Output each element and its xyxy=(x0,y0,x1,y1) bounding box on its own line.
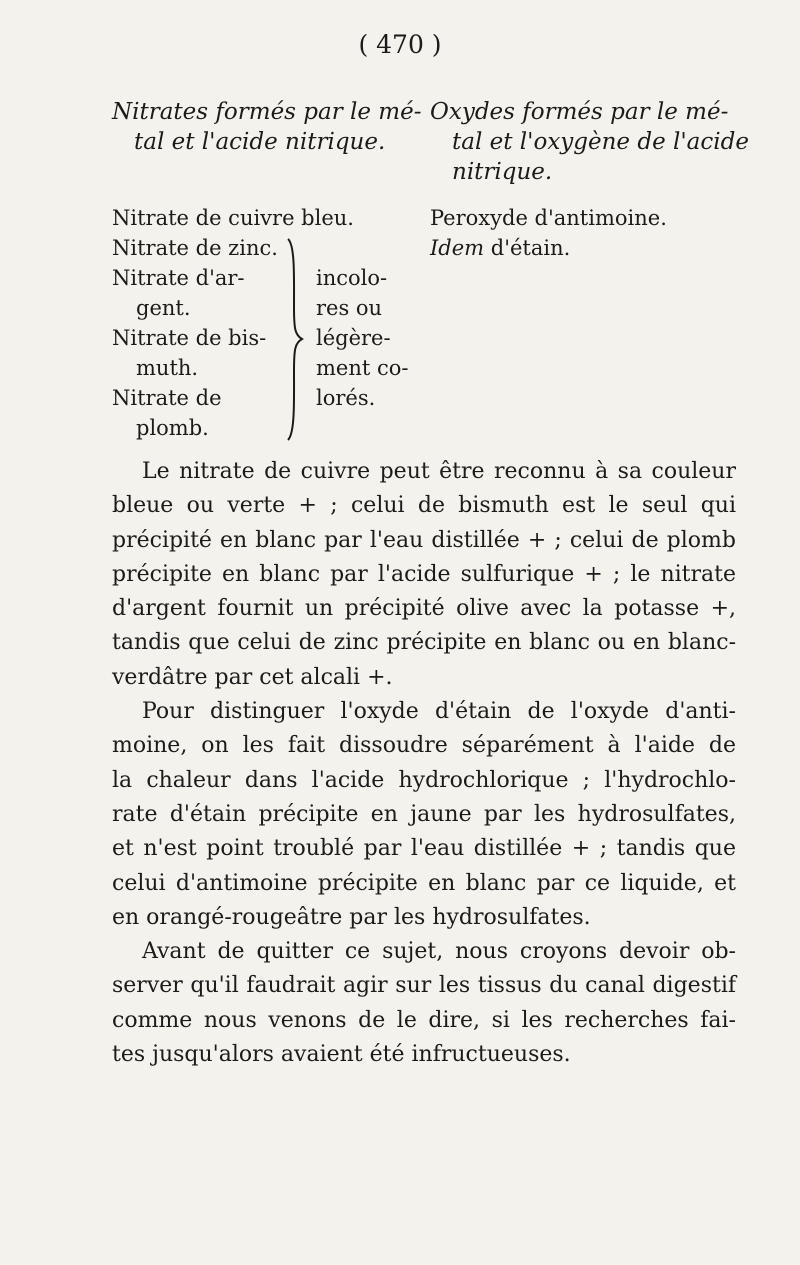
text-line: rate d'étain précipite en jaune par les hydrosulfates, xyxy=(112,801,736,827)
list-item xyxy=(430,233,667,263)
list-item: Peroxyde d'antimoine. xyxy=(430,206,667,230)
list-item: Nitrate d'ar- xyxy=(112,266,245,290)
text-line: Avant de quitter ce sujet, nous croyons devoir ob- xyxy=(142,939,736,965)
oxide-list xyxy=(430,203,667,263)
text-line: Le nitrate de cuivre peut être reconnu à sa couleur xyxy=(142,459,736,484)
text-line: server qu'il faudrait agir sur les tissus du canal digestif xyxy=(112,973,736,999)
text-line: précipite en blanc par l'acide sulfurique + ; le nitrate xyxy=(112,561,736,587)
text-line: celui d'antimoine précipite en blanc par ce liquide, et xyxy=(112,870,736,896)
right-column-heading xyxy=(430,97,749,187)
text-line: tes jusqu'alors avaient été infructueuses. xyxy=(112,1042,571,1068)
text-line: précipité en blanc par l'eau distillée + ; celui de plomb xyxy=(112,527,736,553)
list-item: Nitrate de xyxy=(112,386,222,410)
note-line: légère- xyxy=(316,326,391,350)
left-column-heading xyxy=(112,97,422,157)
text-line: la chaleur dans l'acide hydrochlorique ; l'hydrochlo- xyxy=(112,767,736,793)
list-item: gent. xyxy=(136,296,191,320)
idem-word: Idem xyxy=(430,236,485,260)
text-line: comme nous venons de le dire, si les recherches fai- xyxy=(112,1007,736,1033)
page-number: ( 470 ) xyxy=(358,30,442,59)
curly-brace-icon xyxy=(282,237,304,442)
text-line: d'argent fournit un précipité olive avec la potasse +, xyxy=(112,596,736,622)
heading-line: Nitrates formés par le mé- xyxy=(112,99,422,125)
list-item: Nitrate de cuivre bleu. xyxy=(112,206,354,230)
note-line: res ou xyxy=(316,296,383,320)
text-line: tandis que celui de zinc précipite en blanc ou en blanc- xyxy=(112,630,736,656)
note-line: incolo- xyxy=(316,266,388,290)
body-text xyxy=(112,455,736,1072)
brace-note xyxy=(316,263,408,413)
text-line: bleue ou verte + ; celui de bismuth est le seul qui xyxy=(112,493,736,519)
text-line: et n'est point troublé par l'eau distillée + ; tandis que xyxy=(112,836,736,862)
heading-line: tal et l'acide nitrique. xyxy=(134,129,386,155)
text-line: Pour distinguer l'oxyde d'étain de l'oxyde d'anti- xyxy=(142,699,736,725)
heading-line: nitrique. xyxy=(452,159,553,185)
note-line: ment co- xyxy=(316,356,409,380)
text-line: en orangé-rougeâtre par les hydrosulfates. xyxy=(112,904,591,930)
heading-line: Oxydes formés par le mé- xyxy=(430,99,729,125)
heading-line: tal et l'oxygène de l'acide xyxy=(452,129,749,155)
idem-rest: d'étain. xyxy=(484,236,571,260)
note-line: lorés. xyxy=(316,386,376,410)
list-item: muth. xyxy=(136,356,199,380)
list-item: plomb. xyxy=(136,416,209,440)
text-line: verdâtre par cet alcali +. xyxy=(112,664,393,690)
list-item: Nitrate de bis- xyxy=(112,326,267,350)
text-line: moine, on les fait dissoudre séparément à l'aide de xyxy=(112,733,736,759)
list-item: Nitrate de zinc. xyxy=(112,236,278,260)
